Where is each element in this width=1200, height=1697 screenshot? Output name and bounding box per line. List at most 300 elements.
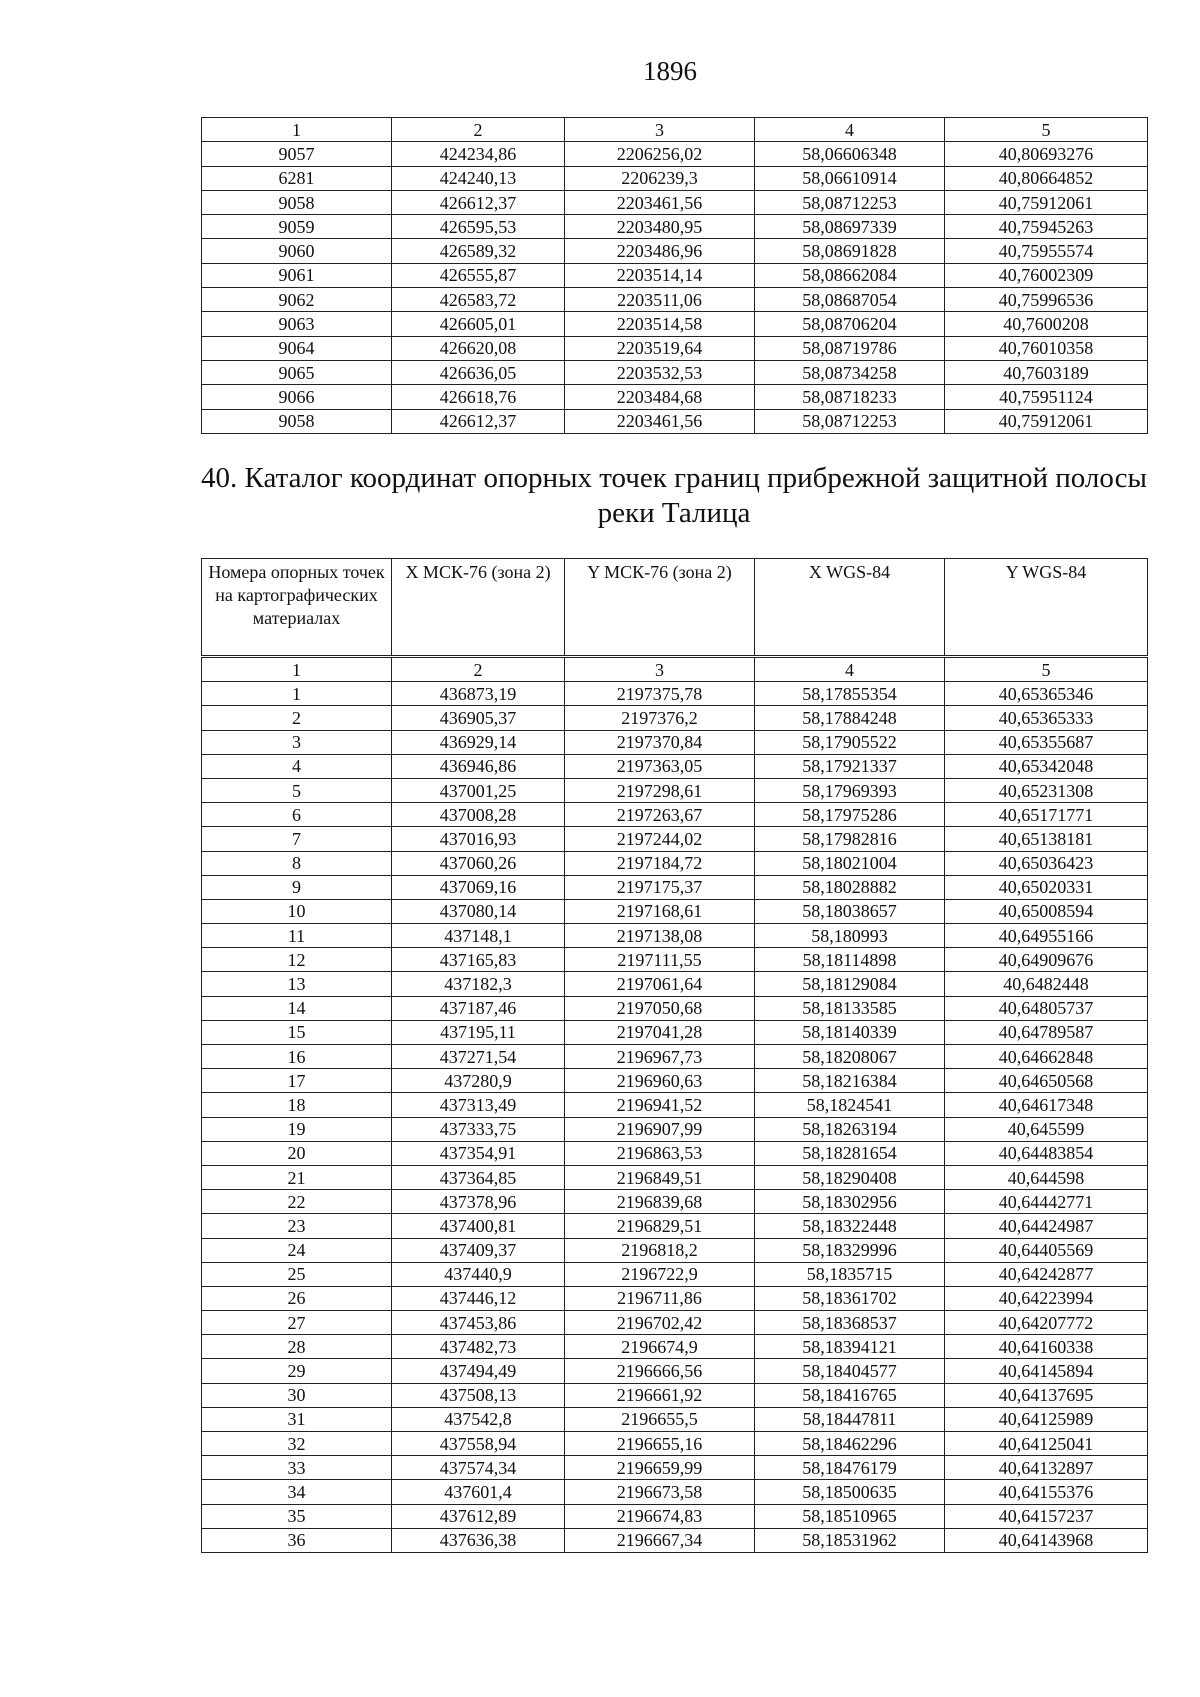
table-cell: 426618,76 [392,385,565,409]
table-row [202,1432,1148,1456]
table-cell: 437069,16 [392,875,565,899]
table-cell: 40,64955166 [945,924,1148,948]
table-row [202,190,1148,214]
table-cell: 10 [202,899,392,923]
table-row [202,385,1148,409]
table-cell: 58,06610914 [755,166,945,190]
table-cell: 40,7603189 [945,360,1148,384]
table-cell: 40,65020331 [945,875,1148,899]
table-cell: 40,6482448 [945,972,1148,996]
table-cell: 32 [202,1432,392,1456]
coordinates-catalog-table [201,558,1148,1553]
table-cell: 9063 [202,312,392,336]
table-cell: 436946,86 [392,754,565,778]
table-cell: 58,08718233 [755,385,945,409]
table-cell: 40,75955574 [945,239,1148,263]
table-cell: 40,64137695 [945,1383,1148,1407]
column-number-row [202,118,1148,142]
table-cell: 40,64424987 [945,1214,1148,1238]
table-cell: 58,18129084 [755,972,945,996]
table-cell: 437542,8 [392,1407,565,1431]
table-cell: 58,08734258 [755,360,945,384]
table-cell: 40,64125989 [945,1407,1148,1431]
table-cell: 2196674,83 [565,1504,755,1528]
table-row [202,1480,1148,1504]
table-cell: 2203511,06 [565,288,755,312]
table-cell: 426612,37 [392,190,565,214]
table-cell: 58,18208067 [755,1045,945,1069]
table-row [202,1020,1148,1044]
column-number-cell: 3 [565,118,755,142]
table-cell: 40,64242877 [945,1262,1148,1286]
table-cell: 6281 [202,166,392,190]
table-cell: 2197175,37 [565,875,755,899]
table-cell: 2197363,05 [565,754,755,778]
table-cell: 437364,85 [392,1165,565,1189]
table-cell: 58,18531962 [755,1528,945,1552]
table-cell: 26 [202,1286,392,1310]
table-cell: 58,18500635 [755,1480,945,1504]
table-cell: 18 [202,1093,392,1117]
table-cell: 2196967,73 [565,1045,755,1069]
table-cell: 12 [202,948,392,972]
section-title [201,461,1147,531]
table-cell: 2197168,61 [565,899,755,923]
table-row [202,1214,1148,1238]
table-cell: 58,18462296 [755,1432,945,1456]
table-cell: 40,64155376 [945,1480,1148,1504]
table-cell: 40,75912061 [945,190,1148,214]
table-cell: 437280,9 [392,1069,565,1093]
table-cell: 437453,86 [392,1311,565,1335]
table-row [202,948,1148,972]
table-cell: 58,18368537 [755,1311,945,1335]
table-cell: 40,76010358 [945,336,1148,360]
table-cell: 437060,26 [392,851,565,875]
table-cell: 16 [202,1045,392,1069]
table-cell: 2196941,52 [565,1093,755,1117]
table-cell: 58,06606348 [755,142,945,166]
table-cell: 436873,19 [392,682,565,706]
table-cell: 9064 [202,336,392,360]
table-cell: 2196666,56 [565,1359,755,1383]
table-cell: 437601,4 [392,1480,565,1504]
table-cell: 437001,25 [392,778,565,802]
table-cell: 14 [202,996,392,1020]
table-row [202,166,1148,190]
table-cell: 58,17884248 [755,706,945,730]
table-cell: 2206256,02 [565,142,755,166]
table-cell: 58,1835715 [755,1262,945,1286]
table-cell: 58,18476179 [755,1456,945,1480]
section-title-line-2: реки Талица [597,497,751,529]
table-cell: 2206239,3 [565,166,755,190]
table-cell: 58,17921337 [755,754,945,778]
table-cell: 15 [202,1020,392,1044]
table-cell: 2197184,72 [565,851,755,875]
table-row [202,803,1148,827]
table-cell: 20 [202,1141,392,1165]
table-cell: 9059 [202,215,392,239]
table-cell: 28 [202,1335,392,1359]
table-cell: 9065 [202,360,392,384]
table-cell: 436929,14 [392,730,565,754]
table-cell: 58,08719786 [755,336,945,360]
table-row [202,730,1148,754]
table-cell: 2 [202,706,392,730]
table-cell: 437508,13 [392,1383,565,1407]
table-cell: 58,18329996 [755,1238,945,1262]
table-cell: 437482,73 [392,1335,565,1359]
table-cell: 40,64442771 [945,1190,1148,1214]
table-cell: 437333,75 [392,1117,565,1141]
table-row [202,924,1148,948]
table-row [202,1141,1148,1165]
table-row [202,827,1148,851]
column-number-cell: 1 [202,657,392,682]
table-cell: 437148,1 [392,924,565,948]
table-cell: 40,75996536 [945,288,1148,312]
table-cell: 40,64483854 [945,1141,1148,1165]
table-cell: 426583,72 [392,288,565,312]
table-cell: 437080,14 [392,899,565,923]
table-cell: 437574,34 [392,1456,565,1480]
table-cell: 436905,37 [392,706,565,730]
table-cell: 11 [202,924,392,948]
header-y-msk76: Y МСК-76 (зона 2) [565,559,755,657]
table-cell: 2196702,42 [565,1311,755,1335]
table-cell: 58,17982816 [755,827,945,851]
table-cell: 58,17905522 [755,730,945,754]
table-cell: 2197244,02 [565,827,755,851]
table-cell: 426555,87 [392,263,565,287]
table-cell: 40,65036423 [945,851,1148,875]
table-cell: 40,64160338 [945,1335,1148,1359]
table-cell: 437440,9 [392,1262,565,1286]
table-row [202,1165,1148,1189]
table-cell: 19 [202,1117,392,1141]
table-cell: 2197298,61 [565,778,755,802]
table-row [202,1359,1148,1383]
table-cell: 437182,3 [392,972,565,996]
table-cell: 40,64145894 [945,1359,1148,1383]
table-cell: 40,65342048 [945,754,1148,778]
table-cell: 9066 [202,385,392,409]
table-row [202,1262,1148,1286]
table-cell: 40,64207772 [945,1311,1148,1335]
table-cell: 40,64125041 [945,1432,1148,1456]
table-cell: 34 [202,1480,392,1504]
table-cell: 2197041,28 [565,1020,755,1044]
table-row [202,409,1148,433]
table-cell: 437446,12 [392,1286,565,1310]
column-number-cell: 4 [755,118,945,142]
table-cell: 40,64617348 [945,1093,1148,1117]
table-cell: 36 [202,1528,392,1552]
table-cell: 40,80664852 [945,166,1148,190]
table-cell: 40,64909676 [945,948,1148,972]
table-cell: 6 [202,803,392,827]
table-cell: 58,08712253 [755,409,945,433]
table-cell: 29 [202,1359,392,1383]
table-cell: 2196722,9 [565,1262,755,1286]
table-cell: 2196829,51 [565,1214,755,1238]
coordinates-table-continued [201,117,1148,434]
table-row [202,1528,1148,1552]
table-cell: 3 [202,730,392,754]
table-cell: 40,64405569 [945,1238,1148,1262]
table-row [202,263,1148,287]
table-cell: 58,18447811 [755,1407,945,1431]
table-cell: 58,18361702 [755,1286,945,1310]
header-x-msk76: X МСК-76 (зона 2) [392,559,565,657]
table-cell: 58,18394121 [755,1335,945,1359]
table-cell: 2196655,5 [565,1407,755,1431]
table-cell: 40,64789587 [945,1020,1148,1044]
table-cell: 58,18028882 [755,875,945,899]
table-cell: 58,180993 [755,924,945,948]
table-row [202,336,1148,360]
table-row [202,682,1148,706]
table-cell: 21 [202,1165,392,1189]
table-cell: 2197376,2 [565,706,755,730]
table-row [202,778,1148,802]
table-cell: 2196839,68 [565,1190,755,1214]
table-cell: 58,08662084 [755,263,945,287]
table-cell: 2196659,99 [565,1456,755,1480]
table-row [202,899,1148,923]
table-cell: 40,65008594 [945,899,1148,923]
header-point-number: Номера опорных точек на картографических материалах [202,559,392,657]
table-cell: 2196711,86 [565,1286,755,1310]
table-cell: 2196960,63 [565,1069,755,1093]
column-number-cell: 1 [202,118,392,142]
table-row [202,1069,1148,1093]
table-header-row [202,559,1148,657]
table-row [202,312,1148,336]
table-cell: 437354,91 [392,1141,565,1165]
table-row [202,1407,1148,1431]
table-cell: 426605,01 [392,312,565,336]
table-row [202,754,1148,778]
table-cell: 2203480,95 [565,215,755,239]
table-cell: 2203484,68 [565,385,755,409]
table-cell: 437016,93 [392,827,565,851]
table-row [202,360,1148,384]
table-cell: 2196661,92 [565,1383,755,1407]
table-cell: 437008,28 [392,803,565,827]
table-cell: 58,17975286 [755,803,945,827]
table-cell: 58,18114898 [755,948,945,972]
table-cell: 40,64650568 [945,1069,1148,1093]
table-cell: 58,18281654 [755,1141,945,1165]
table-cell: 426595,53 [392,215,565,239]
table-cell: 40,75912061 [945,409,1148,433]
table-row [202,1383,1148,1407]
table-cell: 30 [202,1383,392,1407]
table-row [202,1311,1148,1335]
table-cell: 58,08687054 [755,288,945,312]
table-cell: 22 [202,1190,392,1214]
section-title-line-1: 40. Каталог координат опорных точек границ прибрежной защитной полосы [201,462,1147,494]
table-cell: 58,08712253 [755,190,945,214]
table-row [202,288,1148,312]
table-row [202,239,1148,263]
table-cell: 40,7600208 [945,312,1148,336]
table-cell: 40,65355687 [945,730,1148,754]
table-cell: 40,64132897 [945,1456,1148,1480]
page-number: 1896 [643,56,697,86]
table-cell: 40,75945263 [945,215,1148,239]
table-cell: 2197061,64 [565,972,755,996]
table-cell: 437187,46 [392,996,565,1020]
table-cell: 58,18133585 [755,996,945,1020]
table-cell: 58,18140339 [755,1020,945,1044]
table-cell: 437409,37 [392,1238,565,1262]
table-cell: 2196673,58 [565,1480,755,1504]
table-cell: 40,65138181 [945,827,1148,851]
table-cell: 17 [202,1069,392,1093]
table-cell: 40,644598 [945,1165,1148,1189]
table-cell: 58,18038657 [755,899,945,923]
table-cell: 25 [202,1262,392,1286]
table-cell: 8 [202,851,392,875]
table-row [202,706,1148,730]
table-cell: 40,65231308 [945,778,1148,802]
column-number-cell: 4 [755,657,945,682]
table-cell: 4 [202,754,392,778]
column-number-cell: 3 [565,657,755,682]
table-row [202,1093,1148,1117]
table-cell: 424234,86 [392,142,565,166]
table-cell: 35 [202,1504,392,1528]
table-cell: 58,18021004 [755,851,945,875]
table-cell: 9058 [202,190,392,214]
table-cell: 2196818,2 [565,1238,755,1262]
table-cell: 33 [202,1456,392,1480]
column-number-row [202,657,1148,682]
table-cell: 437494,49 [392,1359,565,1383]
table-cell: 40,65171771 [945,803,1148,827]
table-cell: 40,64223994 [945,1286,1148,1310]
table-cell: 27 [202,1311,392,1335]
table-row [202,1117,1148,1141]
table-cell: 437271,54 [392,1045,565,1069]
table-cell: 40,65365346 [945,682,1148,706]
table-cell: 40,75951124 [945,385,1148,409]
column-number-cell: 5 [945,657,1148,682]
table-cell: 40,64805737 [945,996,1148,1020]
table-cell: 2203514,14 [565,263,755,287]
table-cell: 2203514,58 [565,312,755,336]
table-cell: 58,18263194 [755,1117,945,1141]
table-cell: 2197138,08 [565,924,755,948]
table-cell: 7 [202,827,392,851]
table-cell: 437378,96 [392,1190,565,1214]
table-row [202,875,1148,899]
table-row [202,1238,1148,1262]
table-cell: 58,18416765 [755,1383,945,1407]
table-cell: 2196674,9 [565,1335,755,1359]
table-cell: 2196667,34 [565,1528,755,1552]
table-cell: 40,76002309 [945,263,1148,287]
table-cell: 2203461,56 [565,409,755,433]
table-cell: 426620,08 [392,336,565,360]
table-cell: 9060 [202,239,392,263]
table-cell: 58,08706204 [755,312,945,336]
table-cell: 437636,38 [392,1528,565,1552]
table-cell: 437313,49 [392,1093,565,1117]
table-row [202,1335,1148,1359]
table-row [202,1286,1148,1310]
table-cell: 58,18404577 [755,1359,945,1383]
table-row [202,1190,1148,1214]
table-cell: 40,64662848 [945,1045,1148,1069]
table-cell: 58,18322448 [755,1214,945,1238]
table-cell: 2196863,53 [565,1141,755,1165]
table-cell: 2203461,56 [565,190,755,214]
table-cell: 9057 [202,142,392,166]
table-cell: 40,80693276 [945,142,1148,166]
table-cell: 5 [202,778,392,802]
table-cell: 2197111,55 [565,948,755,972]
table-cell: 437195,11 [392,1020,565,1044]
table-cell: 40,645599 [945,1117,1148,1141]
table-cell: 58,08691828 [755,239,945,263]
table-cell: 2203519,64 [565,336,755,360]
table-cell: 424240,13 [392,166,565,190]
table-row [202,996,1148,1020]
table-cell: 24 [202,1238,392,1262]
table-cell: 2203486,96 [565,239,755,263]
column-number-cell: 2 [392,118,565,142]
table-cell: 58,17855354 [755,682,945,706]
table-cell: 31 [202,1407,392,1431]
table-row [202,142,1148,166]
table-cell: 58,18290408 [755,1165,945,1189]
table-cell: 58,18216384 [755,1069,945,1093]
table-cell: 58,18510965 [755,1504,945,1528]
table-cell: 2196907,99 [565,1117,755,1141]
table-row [202,1045,1148,1069]
table-cell: 2197375,78 [565,682,755,706]
table-cell: 9061 [202,263,392,287]
header-y-wgs84: Y WGS-84 [945,559,1148,657]
table-cell: 437612,89 [392,1504,565,1528]
table-cell: 2196849,51 [565,1165,755,1189]
table-cell: 2196655,16 [565,1432,755,1456]
table-cell: 23 [202,1214,392,1238]
table-cell: 40,65365333 [945,706,1148,730]
table-cell: 58,1824541 [755,1093,945,1117]
table-cell: 2197370,84 [565,730,755,754]
table-cell: 40,64157237 [945,1504,1148,1528]
table-cell: 1 [202,682,392,706]
table-cell: 13 [202,972,392,996]
table-cell: 426589,32 [392,239,565,263]
table-cell: 2197050,68 [565,996,755,1020]
table-cell: 2197263,67 [565,803,755,827]
table-row [202,215,1148,239]
table-row [202,1504,1148,1528]
table-cell: 9062 [202,288,392,312]
table-row [202,851,1148,875]
table-cell: 437165,83 [392,948,565,972]
table-row [202,972,1148,996]
column-number-cell: 2 [392,657,565,682]
column-number-cell: 5 [945,118,1148,142]
table-cell: 426636,05 [392,360,565,384]
